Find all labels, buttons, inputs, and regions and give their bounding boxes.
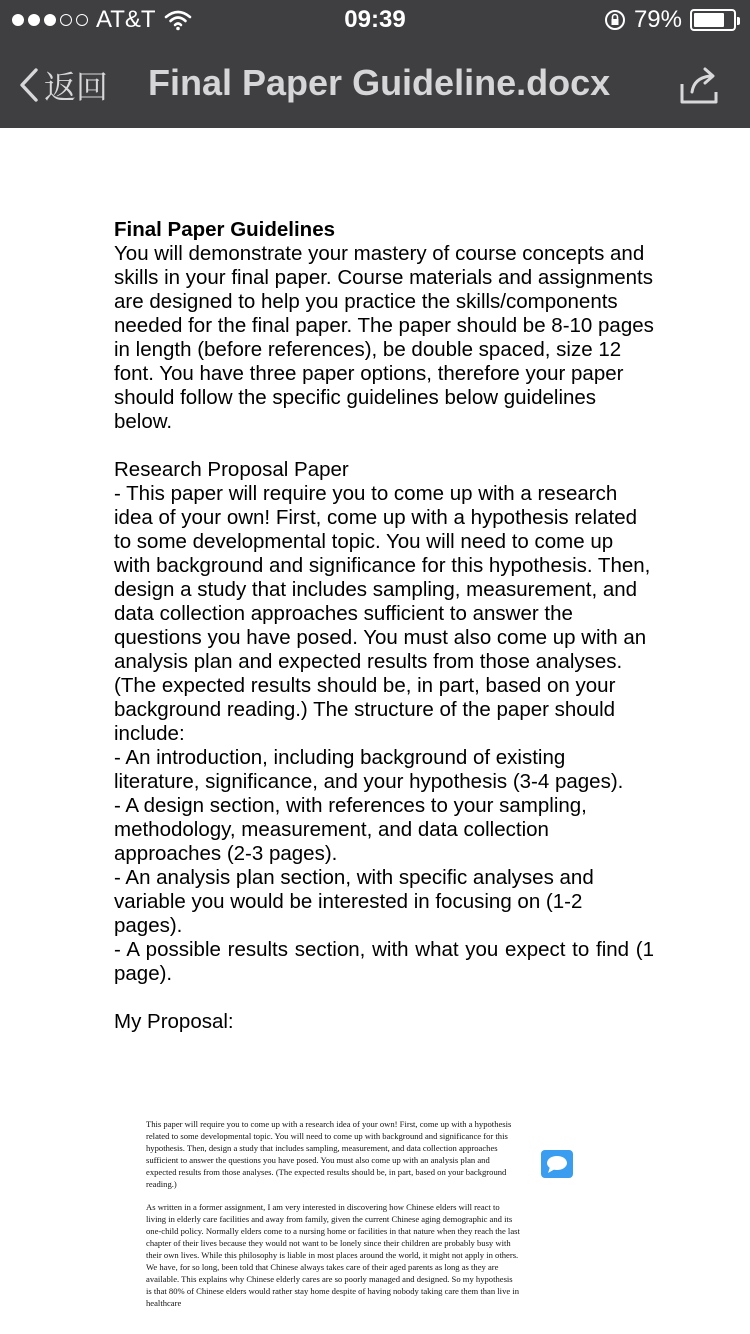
- comment-bubble-icon[interactable]: [541, 1150, 573, 1178]
- document-heading: Final Paper Guidelines: [114, 218, 336, 241]
- embedded-document-page: [146, 1118, 520, 1309]
- intro-paragraph: You will demonstrate your mastery of course concepts and skills in your final paper. Course materials and assignments are designed to help you practice the skills/components needed for the final paper. The paper should be 8-10 pages in length (before references), be double spaced, size 12 font. You have three paper options, therefore your paper should follow the specific guidelines below guidelines below.: [114, 242, 654, 433]
- share-icon[interactable]: [678, 64, 722, 108]
- embedded-paragraph-1: This paper will require you to come up with a research idea of your own! First, come up with a hypothesis related to some developmental topic. You will need to come up with background and significance for this hypothesis. Then, design a study that includes sampling, measurement, and data collection approaches sufficient to answer the questions you have posed. You must also come up with an analysis plan and expected results from those analyses. (The expected results should be, in part, based on your background reading.): [146, 1119, 512, 1189]
- navigation-bar: [0, 40, 750, 128]
- bullet-introduction: - An introduction, including background of existing literature, significance, and your hypothesis (3-4 pages).: [114, 746, 624, 793]
- spacer: [114, 986, 654, 1010]
- status-time: 09:39: [344, 6, 406, 33]
- status-right: [604, 6, 736, 34]
- battery-percent: 79%: [633, 6, 682, 33]
- section-title: Research Proposal Paper: [114, 458, 349, 481]
- rotation-lock-icon: [604, 9, 626, 31]
- spacer: [114, 434, 654, 458]
- bullet-design: - A design section, with references to your sampling, methodology, measurement, and data collection approaches (2-3 pages).: [114, 794, 587, 865]
- back-label: 返回: [44, 69, 109, 105]
- section-body: - This paper will require you to come up with a research idea of your own! First, come up with a hypothesis related to some developmental topic. You will need to come up with background and significance for this hypothesis. Then, design a study that includes sampling, measurement, and data collection approaches sufficient to answer the questions you have posed. You must also come up with an analysis plan and expected results from those analyses. (The expected results should be, in part, based on your background reading.) The structure of the paper should include:: [114, 482, 651, 745]
- back-button[interactable]: [18, 62, 108, 108]
- carrier-label: AT&T: [96, 6, 156, 33]
- document-title: Final Paper Guideline.docx: [148, 62, 611, 103]
- battery-fill: [694, 13, 724, 27]
- spacer: [146, 1190, 520, 1201]
- chevron-left-icon: [18, 67, 40, 103]
- embedded-paragraph-2: As written in a former assignment, I am very interested in discovering how Chinese elders will react to living in elderly care facilities and away from family, given the current Chinese aging demographic and its one-child policy. Normally elders come to a nursing home or facilities in that nature when they reach the last chapter of their lives because they would not want to be lonely since their children are probably busy with their own lives. While this philosophy is liable in most places around the world, it might not apply in others. We have, for so long, been told that Chinese always takes care of their aged parents as long as they are available. This explains why Chinese elderly cares are so poorly managed and designed. So my hypothesis is that 80% of Chinese elders would rather stay home despite of having nobody taking care them than live in healthcare: [146, 1202, 520, 1308]
- battery-icon: [690, 9, 736, 31]
- bullet-analysis: - An analysis plan section, with specific analyses and variable you would be interested in focusing on (1-2 pages).: [114, 866, 594, 937]
- top-bar: [0, 0, 750, 128]
- status-bar: [0, 0, 750, 40]
- bullet-results: - A possible results section, with what you expect to find (1 page).: [114, 938, 654, 985]
- proposal-label: My Proposal:: [114, 1010, 234, 1033]
- document-body: [114, 218, 654, 1034]
